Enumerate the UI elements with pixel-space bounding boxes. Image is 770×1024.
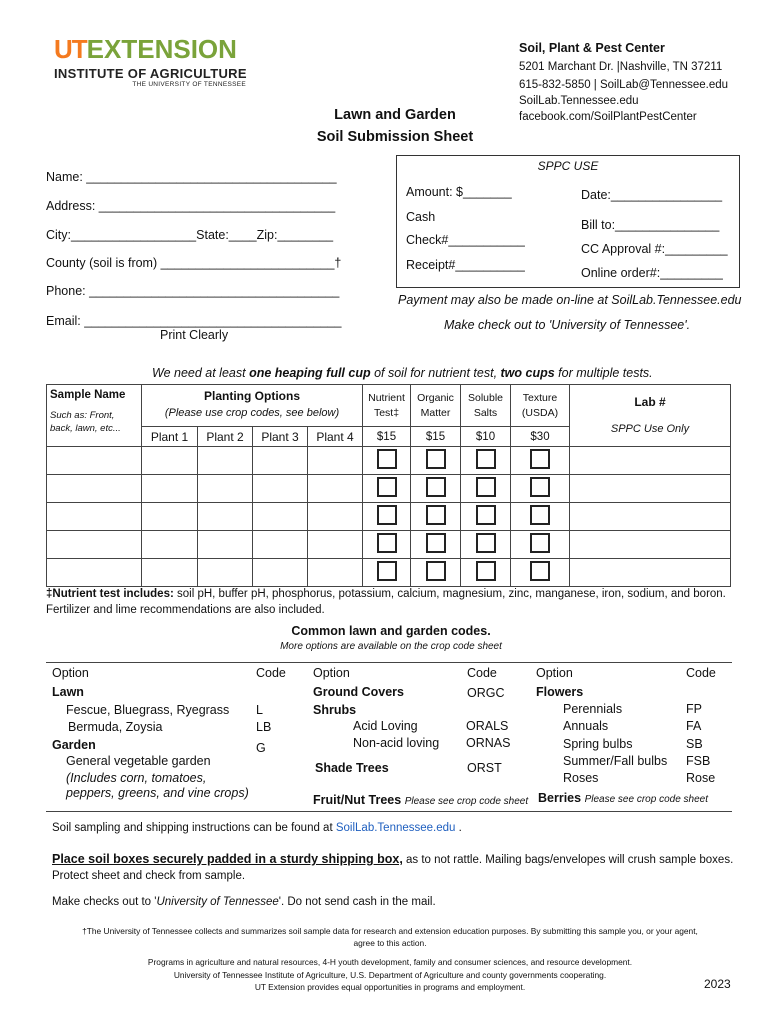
- test-line2: Test‡: [373, 406, 400, 419]
- test-line2: Matter: [420, 406, 451, 419]
- codes-title: Common lawn and garden codes.: [291, 624, 491, 638]
- berries-note: Please see crop code sheet: [584, 794, 708, 805]
- nutrient-checkbox[interactable]: [377, 449, 397, 469]
- footer-line2: University of Tennessee Institute of Agriculture, U.S. Department of Agriculture and county governments cooperating.: [173, 969, 607, 980]
- nutrient-checkbox[interactable]: [377, 561, 397, 581]
- plant-cell[interactable]: [308, 531, 363, 559]
- test-header-nutrient: [363, 385, 411, 427]
- organic-checkbox[interactable]: [426, 477, 446, 497]
- lawn-label: Lawn: [52, 685, 84, 699]
- table-row: [47, 475, 731, 503]
- plant-cell[interactable]: [142, 559, 198, 587]
- soil-need-p2: of soil for nutrient test,: [370, 366, 501, 380]
- city-state-zip-field[interactable]: City:__________________State:____Zip:________: [46, 228, 334, 242]
- test-header-texture: [511, 385, 570, 427]
- vegetable-option: General vegetable garden: [66, 754, 211, 768]
- soluble-checkbox[interactable]: [476, 561, 496, 581]
- print-clearly-note: Print Clearly: [160, 328, 229, 342]
- fruit-nut-row: [313, 793, 528, 807]
- ground-covers-option: Ground Covers: [313, 685, 404, 699]
- nutrient-checkbox[interactable]: [377, 505, 397, 525]
- option-header: Option: [536, 666, 573, 680]
- sample-name-cell[interactable]: [47, 531, 142, 559]
- flowers-label: Flowers: [536, 685, 584, 699]
- berries-row: [538, 791, 708, 805]
- perennials-code: FP: [686, 702, 702, 716]
- address-field[interactable]: Address: __________________________________: [46, 199, 336, 213]
- protect-sheet: Protect sheet and check from sample.: [52, 870, 246, 882]
- sppc-bill-to: Bill to:_______________: [581, 218, 720, 232]
- lab-number-label: Lab #: [634, 395, 666, 409]
- plant-cell[interactable]: [142, 531, 198, 559]
- plant-cell[interactable]: [308, 475, 363, 503]
- lab-number-cell: [570, 559, 731, 587]
- soil-need-b1: one heaping full cup: [249, 366, 371, 380]
- acid-loving-option: Acid Loving: [353, 719, 418, 733]
- garden-label: Garden: [52, 738, 96, 752]
- plant-cell[interactable]: [253, 503, 308, 531]
- sampling-link[interactable]: SoilLab.Tennessee.edu: [335, 822, 456, 834]
- plant-4-header: Plant 4: [308, 427, 363, 447]
- sppc-only-label: SPPC Use Only: [610, 423, 690, 435]
- sampling-instructions: [52, 822, 462, 834]
- ut-extension-logo: [54, 36, 254, 89]
- sppc-title: SPPC USE: [537, 159, 599, 173]
- email-field[interactable]: Email: _____________________________________: [46, 314, 342, 328]
- sppc-cc-approval: CC Approval #:_________: [581, 242, 728, 256]
- planting-options-hint: (Please use crop codes, see below): [164, 407, 340, 419]
- check-note: Make check out to 'University of Tennessee'.: [444, 318, 691, 332]
- sppc-online-order: Online order#:_________: [581, 266, 723, 280]
- non-acid-code: ORNAS: [466, 736, 511, 750]
- acid-loving-code: ORALS: [466, 719, 509, 733]
- plant-cell[interactable]: [198, 475, 253, 503]
- plant-cell[interactable]: [308, 559, 363, 587]
- sample-name-header: [47, 385, 142, 447]
- plant-cell[interactable]: [308, 503, 363, 531]
- sample-table: [46, 384, 731, 587]
- center-phone-email: 615-832-5850 | SoilLab@Tennessee.edu: [519, 79, 729, 91]
- sample-name-hint: Such as: Front, back, lawn, etc...: [50, 410, 121, 434]
- test-header-soluble: [461, 385, 511, 427]
- lab-number-cell: [570, 447, 731, 475]
- footer-year: 2023: [704, 977, 731, 991]
- price-texture: $30: [511, 427, 570, 447]
- plant-cell[interactable]: [198, 447, 253, 475]
- footer-line3: UT Extension provides equal opportunities in programs and employment.: [254, 982, 526, 992]
- roses-code: Rose: [686, 771, 716, 785]
- fescue-option: Fescue, Bluegrass, Ryegrass: [66, 703, 230, 717]
- place-boxes-bold: Place soil boxes securely padded in a sturdy shipping box,: [52, 852, 403, 866]
- plant-cell[interactable]: [253, 447, 308, 475]
- sample-name-label: Sample Name: [50, 389, 126, 401]
- plant-cell[interactable]: [198, 503, 253, 531]
- center-address: 5201 Marchant Dr. |Nashville, TN 37211: [519, 61, 723, 73]
- price-organic: $15: [411, 427, 461, 447]
- disclaimer-line1: †The University of Tennessee collects and summarizes soil sample data for research and extension education purposes. By submitting this sample you, or your agent,: [82, 926, 698, 936]
- place-boxes-rest: as to not rattle. Mailing bags/envelopes will crush sample boxes.: [402, 854, 734, 866]
- phone-field[interactable]: Phone: ____________________________________: [46, 284, 340, 298]
- organic-checkbox[interactable]: [426, 533, 446, 553]
- test-line1: Organic: [417, 391, 454, 404]
- option-header: Option: [313, 666, 350, 680]
- texture-checkbox[interactable]: [530, 561, 550, 581]
- plant-cell[interactable]: [142, 475, 198, 503]
- payment-note: Payment may also be made on-line at SoilLab.Tennessee.edu: [398, 293, 742, 307]
- price-soluble: $10: [461, 427, 511, 447]
- bermuda-option: Bermuda, Zoysia: [68, 720, 163, 734]
- name-field[interactable]: Name: ____________________________________: [46, 170, 337, 184]
- nutrient-note-line2: Fertilizer and lime recommendations are also included.: [46, 604, 325, 616]
- fescue-code: L: [256, 703, 263, 717]
- sample-name-cell[interactable]: [47, 503, 142, 531]
- logo-institute: INSTITUTE OF AGRICULTURE: [54, 66, 247, 81]
- roses-option: Roses: [563, 771, 599, 785]
- texture-checkbox[interactable]: [530, 505, 550, 525]
- fruit-nut-option: Fruit/Nut Trees: [313, 793, 402, 807]
- sample-name-cell[interactable]: [47, 447, 142, 475]
- includes-line1: (Includes corn, tomatoes,: [66, 771, 207, 785]
- plant-cell[interactable]: [253, 531, 308, 559]
- test-line1: Soluble: [467, 391, 504, 404]
- organic-checkbox[interactable]: [426, 561, 446, 581]
- sppc-receipt: Receipt#__________: [406, 258, 525, 272]
- plant-3-header: Plant 3: [253, 427, 308, 447]
- sampling-text: Soil sampling and shipping instructions can be found at: [52, 822, 336, 834]
- code-header: Code: [256, 666, 286, 680]
- soil-quantity-note: [152, 366, 653, 380]
- center-facebook: facebook.com/SoilPlantPestCenter: [519, 111, 697, 123]
- texture-checkbox[interactable]: [530, 533, 550, 553]
- checks-post: '. Do not send cash in the mail.: [278, 896, 436, 908]
- plant-cell[interactable]: [308, 447, 363, 475]
- texture-checkbox[interactable]: [530, 477, 550, 497]
- data-disclaimer: [40, 925, 740, 949]
- lab-number-cell: [570, 503, 731, 531]
- lab-number-cell: [570, 475, 731, 503]
- sppc-use-box: [396, 155, 740, 288]
- lab-number-cell: [570, 531, 731, 559]
- soluble-checkbox[interactable]: [476, 533, 496, 553]
- center-name: Soil, Plant & Pest Center: [519, 41, 665, 55]
- organic-checkbox[interactable]: [426, 449, 446, 469]
- lab-number-header: [570, 385, 731, 447]
- logo-extension: EXTENSION: [86, 34, 237, 64]
- table-row: [47, 559, 731, 587]
- logo-university: THE UNIVERSITY OF TENNESSEE: [132, 81, 246, 88]
- code-header: Code: [467, 666, 497, 680]
- sample-name-cell[interactable]: [47, 559, 142, 587]
- code-header: Code: [686, 666, 716, 680]
- organic-checkbox[interactable]: [426, 505, 446, 525]
- sample-name-cell[interactable]: [47, 475, 142, 503]
- bermuda-code: LB: [256, 720, 272, 734]
- planting-options-label: Planting Options: [204, 389, 300, 403]
- sppc-check: Check#___________: [406, 233, 525, 247]
- test-line1: Texture: [522, 391, 558, 404]
- soluble-checkbox[interactable]: [476, 505, 496, 525]
- table-row: [47, 503, 731, 531]
- soluble-checkbox[interactable]: [476, 477, 496, 497]
- center-contact: [519, 39, 759, 125]
- plant-cell[interactable]: [253, 559, 308, 587]
- nutrient-note-bold: ‡Nutrient test includes:: [46, 588, 174, 600]
- checks-instruction: [52, 896, 436, 908]
- includes-line2: peppers, greens, and vine crops): [66, 786, 249, 800]
- title-line2: Soil Submission Sheet: [316, 129, 474, 145]
- title-line1: Lawn and Garden: [334, 107, 456, 123]
- logo-ut: UT: [54, 34, 87, 64]
- plant-cell[interactable]: [142, 447, 198, 475]
- non-acid-option: Non-acid loving: [353, 736, 440, 750]
- perennials-option: Perennials: [563, 702, 623, 716]
- plant-2-header: Plant 2: [198, 427, 253, 447]
- soil-need-b2: two cups: [500, 366, 555, 380]
- codes-subtitle: More options are available on the crop code sheet: [280, 641, 502, 652]
- nutrient-checkbox[interactable]: [377, 477, 397, 497]
- sampling-end: .: [455, 822, 462, 834]
- texture-checkbox[interactable]: [530, 449, 550, 469]
- annuals-option: Annuals: [563, 719, 609, 733]
- annuals-code: FA: [686, 719, 702, 733]
- checks-payee: University of Tennessee: [156, 896, 279, 908]
- plant-cell[interactable]: [142, 503, 198, 531]
- sppc-date: Date:________________: [581, 188, 723, 202]
- nutrient-test-note: [46, 586, 746, 618]
- sppc-cash: Cash: [406, 210, 436, 224]
- county-field[interactable]: County (soil is from) _________________________†: [46, 256, 342, 270]
- garden-code: G: [256, 741, 266, 755]
- plant-cell[interactable]: [253, 475, 308, 503]
- plant-1-header: Plant 1: [142, 427, 198, 447]
- table-row: [47, 447, 731, 475]
- table-row: [47, 531, 731, 559]
- shade-trees-option: Shade Trees: [315, 761, 389, 775]
- test-line2: (USDA): [521, 406, 559, 419]
- test-header-organic: [411, 385, 461, 427]
- footer: [40, 956, 740, 994]
- shade-trees-code: ORST: [467, 761, 502, 775]
- page-title: [300, 104, 490, 148]
- plant-cell[interactable]: [198, 531, 253, 559]
- footer-line1: Programs in agriculture and natural resources, 4-H youth development, family and consumer sciences, and resource development.: [147, 957, 633, 967]
- fruit-nut-note: Please see crop code sheet: [404, 796, 529, 807]
- nutrient-checkbox[interactable]: [377, 533, 397, 553]
- planting-options-header: [142, 385, 363, 427]
- option-header: Option: [52, 666, 89, 680]
- price-nutrient: $15: [363, 427, 411, 447]
- plant-cell[interactable]: [198, 559, 253, 587]
- soluble-checkbox[interactable]: [476, 449, 496, 469]
- berries-option: Berries: [538, 791, 582, 805]
- center-web: SoilLab.Tennessee.edu: [519, 95, 639, 107]
- ground-covers-code: ORGC: [467, 686, 505, 700]
- checks-pre: Make checks out to ': [52, 896, 157, 908]
- summer-bulbs-code: FSB: [686, 754, 711, 768]
- test-line2: Salts: [473, 406, 498, 419]
- soil-need-p1: We need at least: [152, 366, 250, 380]
- soil-need-p3: for multiple tests.: [554, 366, 653, 380]
- summer-bulbs-option: Summer/Fall bulbs: [563, 754, 668, 768]
- test-line1: Nutrient: [368, 391, 405, 404]
- nutrient-note-text: soil pH, buffer pH, phosphorus, potassium, calcium, magnesium, zinc, manganese, iron, sodium, and boron.: [173, 588, 726, 600]
- spring-bulbs-code: SB: [686, 737, 703, 751]
- spring-bulbs-option: Spring bulbs: [563, 737, 633, 751]
- shrubs-label: Shrubs: [313, 703, 357, 717]
- shipping-instructions: [52, 851, 752, 884]
- sppc-amount: Amount: $_______: [406, 185, 512, 199]
- disclaimer-line2: agree to this action.: [353, 938, 427, 948]
